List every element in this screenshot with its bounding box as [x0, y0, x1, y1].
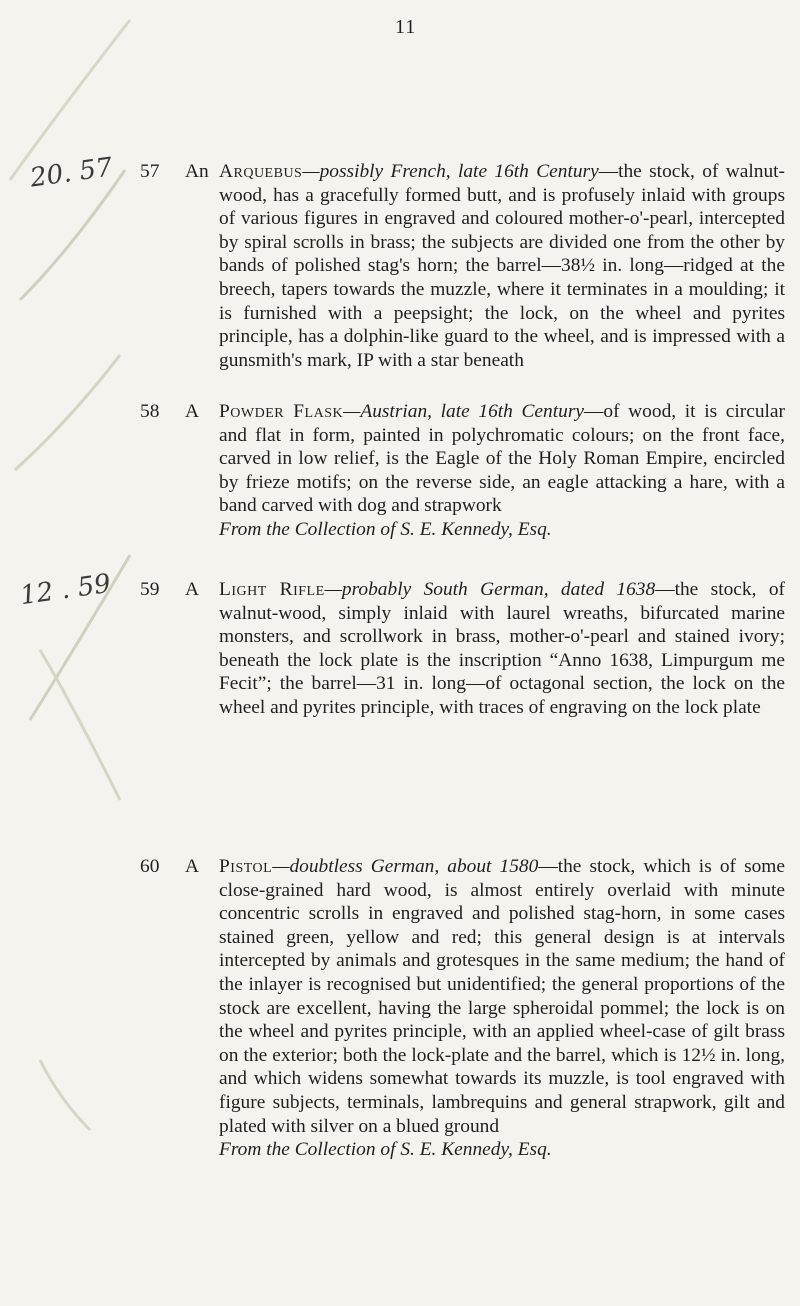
- lot-article: A: [185, 856, 200, 877]
- lot-description: [219, 160, 785, 372]
- lot-body: —the stock, of walnut-wood, simply inlaid with laurel wreaths, bifurcated marine monsters, and scrollwork in brass, mother-o'-pearl and stained ivory; beneath the lock plate is the inscription “Anno 1638, Limpurgum me Fecit”; the barrel—31 in. long—of octagonal section, the lock on the wheel and pyrites principle, with traces of engraving on the lock plate: [219, 579, 785, 718]
- lot-58: [140, 400, 785, 542]
- lot-body: —of wood, it is circular and flat in form, painted in polychromatic colours; on the front face, carved in low relief, is the Eagle of the Holy Roman Empire, encircled by frieze motifs; on the reverse side, an eagle attacking a hare, with a band carved with dog and strapwork: [219, 401, 785, 517]
- lot-provenance: From the Collection of S. E. Kennedy, Esq.: [219, 1139, 552, 1161]
- lot-article: A: [185, 579, 200, 600]
- lot-heading: Pistol: [219, 856, 273, 877]
- lot-number: 60: [140, 856, 160, 877]
- lot-attribution: —doubtless German, about 1580: [272, 856, 539, 877]
- lot-59: [140, 578, 785, 720]
- lot-heading: Light Rifle: [219, 579, 325, 600]
- lot-heading: Powder Flask: [219, 401, 344, 422]
- lot-article: An: [185, 161, 209, 182]
- lot-attribution: —possibly French, late 16th Century: [302, 161, 599, 182]
- lot-description: [219, 578, 785, 720]
- lot-57: [140, 160, 785, 372]
- lot-article: A: [185, 401, 200, 422]
- lot-heading: Arquebus: [219, 161, 303, 182]
- lot-attribution: —probably South German, dated 1638: [324, 579, 656, 600]
- page-number: 11: [395, 16, 417, 38]
- lot-attribution: —Austrian, late 16th Century: [343, 401, 584, 422]
- lot-body: —the stock, which is of some close-grained hard wood, is almost entirely overlaid with minute concentric scrolls in engraved and polished stag-horn, in some cases stained green, yellow and red; this general design is at intervals intercepted by animals and grotesques in the same medium; the hand of the inlayer is recognised but unidentified; the general proportions of the stock are excellent, having the large spheroidal pommel; the lock is on the wheel and pyrites principle, with an applied wheel-case of gilt brass on the exterior; both the lock-plate and the barrel, which is 12½ in. long, and which widens somewhat towards its muzzle, is tool engraved with figure subjects, terminals, lambrequins and general strapwork, gilt and plated with silver on a blued ground: [219, 856, 785, 1137]
- lot-provenance: From the Collection of S. E. Kennedy, Esq.: [219, 518, 552, 540]
- lot-description: [219, 855, 785, 1162]
- lot-number: 59: [140, 579, 160, 600]
- lot-description: [219, 400, 785, 542]
- lot-body: —the stock, of walnut-wood, has a gracefully formed butt, and is profusely inlaid with groups of various figures in engraved and coloured mother-o'-pearl, intercepted by spiral scrolls in brass; the subjects are divided one from the other by bands of polished stag's horn; the barrel—38½ in. long—ridged at the breech, tapers towards the muzzle, where it terminates in a moulding; it is furnished with a peepsight; the lock, on the wheel and pyrites principle, has a dolphin-like guard to the wheel, and is impressed with a gunsmith's mark, IP with a star beneath: [219, 161, 785, 371]
- handwritten-price-57: 20. 57: [28, 152, 115, 194]
- lot-60: [140, 855, 785, 1162]
- lot-number: 58: [140, 401, 160, 422]
- lot-number: 57: [140, 161, 160, 182]
- handwritten-price-59: 12 . 59: [18, 568, 113, 612]
